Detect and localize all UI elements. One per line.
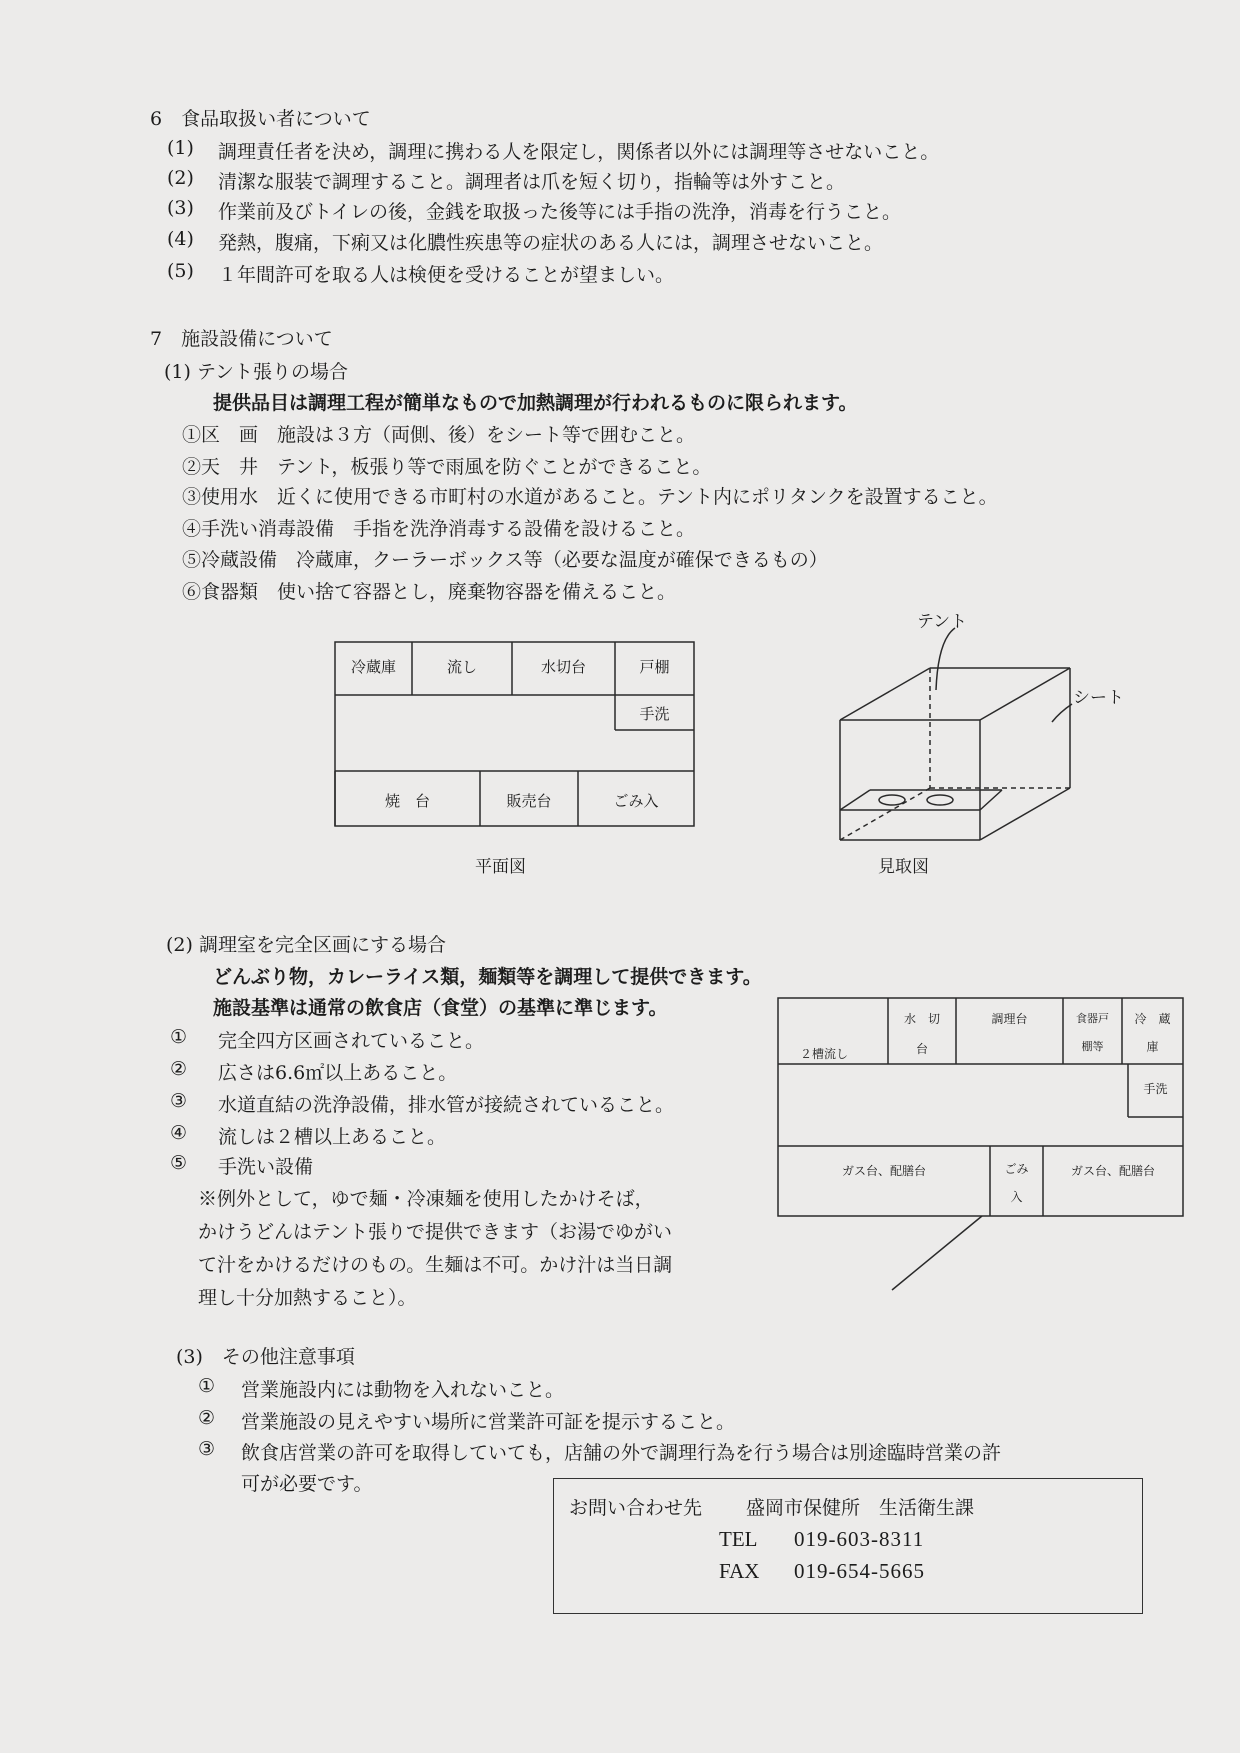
list-item-number: (5) xyxy=(167,260,194,282)
list-item-number: ② xyxy=(170,1058,188,1080)
fax-number: 019-654-5665 xyxy=(794,1559,925,1583)
floor-plan-cell: 水切台 xyxy=(540,658,586,676)
perspective-caption: 見取図 xyxy=(878,857,929,877)
plan-handwash: 手洗 xyxy=(1143,1082,1168,1096)
floor-plan-cell: 販売台 xyxy=(506,792,552,810)
plan-fridge: 冷 蔵 xyxy=(1134,1012,1171,1026)
plan-drain-board-2: 台 xyxy=(915,1042,928,1056)
plan-fridge-2: 庫 xyxy=(1146,1040,1159,1054)
list-item-number: ② xyxy=(198,1407,216,1429)
list-item-number: (4) xyxy=(167,228,194,250)
plan-cupboard: 食器戸 xyxy=(1076,1012,1109,1025)
list-item-text: １年間許可を取る人は検便を受けることが望ましい。 xyxy=(218,264,675,286)
tel-label: TEL xyxy=(719,1527,758,1551)
contact-label: お問い合わせ先 xyxy=(569,1497,703,1519)
exception-line: ※例外として，ゆで麺・冷凍麺を使用したかけそば， xyxy=(198,1188,654,1210)
section7-heading: 7 施設設備について xyxy=(150,328,333,350)
list-item-text: 広さは6.6㎡以上あること。 xyxy=(218,1062,458,1084)
list-item-text: 作業前及びトイレの後，金銭を取扱った後等には手指の洗浄，消毒を行うこと。 xyxy=(218,201,902,223)
exception-line: かけうどんはテント張りで提供できます（お湯でゆがい xyxy=(198,1221,673,1243)
floor-plan-cell: 焼 台 xyxy=(384,792,430,810)
list-item: ⑥食器類 使い捨て容器とし，廃棄物容器を備えること。 xyxy=(182,581,677,603)
plan-prep-table: 調理台 xyxy=(991,1012,1028,1026)
plan-trash: ごみ xyxy=(1004,1162,1029,1176)
floor-plan-cell: 流し xyxy=(446,658,477,676)
floor-plan-cell: 冷蔵庫 xyxy=(350,658,396,676)
list-item-text: 発熱，腹痛，下痢又は化膿性疾患等の症状のある人には，調理させないこと。 xyxy=(218,232,884,254)
list-item-text: 営業施設の見えやすい場所に営業許可証を提示すること。 xyxy=(241,1411,736,1433)
tent-heading: (1) テント張りの場合 xyxy=(164,361,349,383)
floor-plan-cell: 戸棚 xyxy=(639,658,670,676)
list-item-number: ③ xyxy=(170,1090,188,1112)
plan-stove-left: ガス台、配膳台 xyxy=(841,1164,926,1178)
list-item: ④手洗い消毒設備 手指を洗浄消毒する設備を設けること。 xyxy=(182,518,696,540)
contact-box xyxy=(553,1478,1143,1614)
tent-label: テント xyxy=(917,612,968,632)
list-item-continuation: 可が必要です。 xyxy=(241,1473,373,1495)
floor-plan-cell: 手洗 xyxy=(639,705,670,723)
list-item-text: 清潔な服装で調理すること。調理者は爪を短く切り，指輪等は外すこと。 xyxy=(218,171,846,193)
list-item-number: (3) xyxy=(167,197,194,219)
list-item: ③使用水 近くに使用できる市町村の水道があること。テント内にポリタンクを設置すること。 xyxy=(182,486,998,508)
fax-label: FAX xyxy=(719,1559,760,1583)
sheet-label: シート xyxy=(1073,688,1124,708)
list-item: ②天 井 テント，板張り等で雨風を防ぐことができること。 xyxy=(182,456,712,478)
exception-line: て汁をかけるだけのもの。生麺は不可。かけ汁は当日調 xyxy=(198,1254,673,1276)
kitchen-note-2: 施設基準は通常の飲食店（食堂）の基準に準じます。 xyxy=(213,997,668,1019)
list-item-text: 飲食店営業の許可を取得していても，店舗の外で調理行為を行う場合は別途臨時営業の許 xyxy=(241,1442,1002,1464)
list-item-number: (1) xyxy=(167,137,194,159)
plan-trash-2: 入 xyxy=(1010,1190,1023,1204)
list-item-number: (2) xyxy=(167,167,194,189)
list-item-text: 手洗い設備 xyxy=(218,1156,314,1178)
list-item-number: ④ xyxy=(170,1122,188,1144)
list-item-number: ⑤ xyxy=(170,1152,188,1174)
section6-heading: 6 食品取扱い者について xyxy=(150,108,371,130)
list-item-number: ① xyxy=(170,1026,188,1048)
other-heading: (3) その他注意事項 xyxy=(176,1346,355,1368)
list-item: ⑤冷蔵設備 冷蔵庫，クーラーボックス等（必要な温度が確保できるもの） xyxy=(182,549,828,571)
tent-note: 提供品目は調理工程が簡単なもので加熱調理が行われるものに限られます。 xyxy=(213,392,858,414)
list-item-text: 調理責任者を決め，調理に携わる人を限定し，関係者以外には調理等させないこと。 xyxy=(218,141,940,163)
list-item-text: 営業施設内には動物を入れないこと。 xyxy=(241,1379,565,1401)
list-item: ①区 画 施設は３方（両側、後）をシート等で囲むこと。 xyxy=(182,424,696,446)
tel-number[interactable]: 019-603-8311 xyxy=(794,1527,925,1551)
plan-cupboard-2: 棚等 xyxy=(1081,1040,1104,1053)
kitchen-heading: (2) 調理室を完全区画にする場合 xyxy=(166,934,446,956)
list-item-text: 流しは２槽以上あること。 xyxy=(218,1126,447,1148)
floor-plan-cell: ごみ入 xyxy=(613,792,659,810)
exception-line: 理し十分加熱すること）。 xyxy=(198,1287,417,1309)
contact-organization: 盛岡市保健所 生活衛生課 xyxy=(746,1497,975,1519)
plan-stove-right: ガス台、配膳台 xyxy=(1070,1164,1155,1178)
list-item-number: ① xyxy=(198,1375,216,1397)
list-item-text: 水道直結の洗浄設備，排水管が接続されていること。 xyxy=(218,1094,675,1116)
list-item-text: 完全四方区画されていること。 xyxy=(218,1030,485,1052)
floor-plan-caption: 平面図 xyxy=(475,857,526,877)
list-item-number: ③ xyxy=(198,1438,216,1460)
plan-drain-board: 水 切 xyxy=(903,1012,940,1026)
kitchen-note-1: どんぶり物，カレーライス類，麺類等を調理して提供できます。 xyxy=(213,966,762,988)
plan-sink: ２槽流し xyxy=(800,1047,849,1061)
